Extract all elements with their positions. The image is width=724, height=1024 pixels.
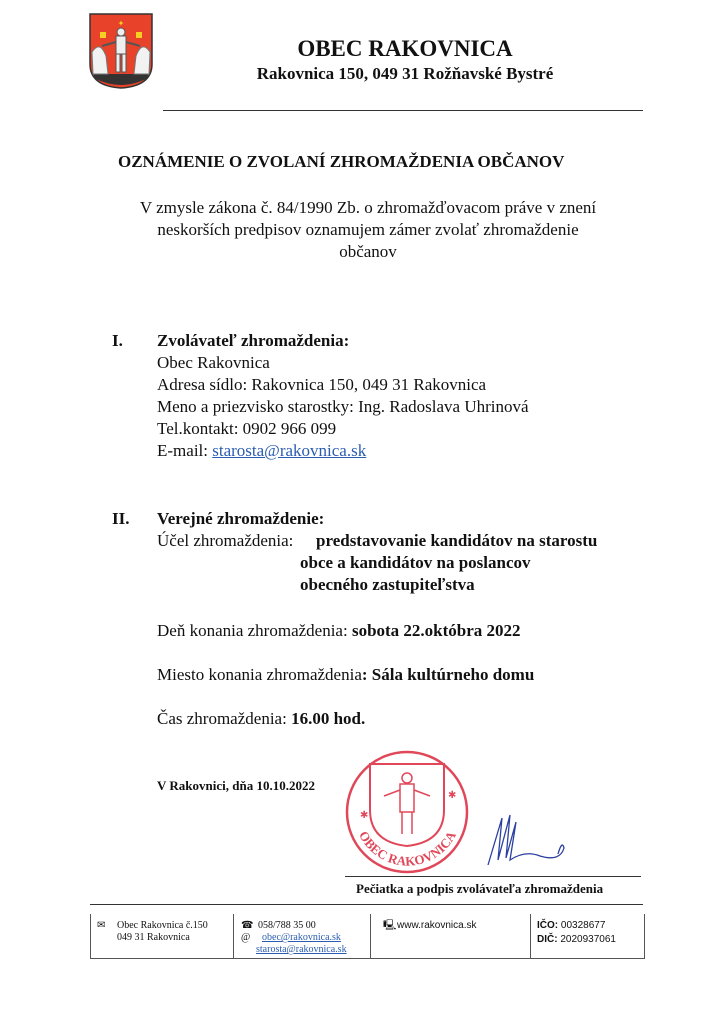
day-label: Deň konania zhromaždenia:	[157, 621, 352, 640]
footer-separator	[233, 914, 234, 958]
section-2-title: Verejné zhromaždenie:	[157, 509, 325, 528]
intro-line: neskorších predpisov oznamujem zámer zvolať zhromaždenie	[157, 220, 579, 239]
official-stamp	[340, 750, 475, 875]
footer-email-starosta[interactable]: starosta@rakovnica.sk	[256, 944, 347, 955]
footer-separator	[530, 914, 531, 958]
svg-text:OBEC RAKOVNICA	[356, 828, 459, 869]
meeting-time	[157, 708, 365, 730]
phone-icon: ☎	[241, 920, 254, 931]
stamp-text: OBEC RAKOVNICA	[356, 828, 459, 869]
purpose-label: Účel zhromaždenia:	[157, 531, 294, 550]
place-label: Miesto konania zhromaždenia	[157, 665, 362, 684]
svg-text:✦: ✦	[117, 19, 125, 28]
intro-line: V zmysle zákona č. 84/1990 Zb. o zhromažďovacom práve v znení	[139, 198, 597, 217]
section-1	[157, 330, 529, 462]
header-divider	[163, 110, 643, 111]
footer-web[interactable]: www.rakovnica.sk	[397, 920, 477, 931]
signature-caption: Pečiatka a podpis zvolávateľa zhromaždenia	[356, 881, 604, 896]
signature-line	[345, 876, 641, 877]
dic-label: DIČ:	[537, 934, 558, 945]
email-label: E-mail:	[157, 441, 213, 460]
dic-value: 2020937061	[557, 934, 616, 945]
notice-heading: OZNÁMENIE O ZVOLANÍ ZHROMAŽDENIA OBČANOV	[118, 152, 565, 171]
place-date: V Rakovnici, dňa 10.10.2022	[157, 778, 315, 793]
email-link[interactable]: starosta@rakovnica.sk	[212, 441, 367, 460]
signature	[480, 810, 570, 870]
purpose-line: obce a kandidátov na poslancov	[300, 553, 531, 572]
footer-address-line: 049 31 Rakovnica	[117, 932, 190, 943]
meeting-place	[157, 664, 534, 686]
svg-text:✱: ✱	[360, 810, 369, 821]
purpose-line: obecného zastupiteľstva	[300, 575, 475, 594]
footer-ico	[537, 920, 605, 932]
email-row	[157, 440, 529, 462]
organizer-address: Adresa sídlo: Rakovnica 150, 049 31 Rakovnica	[157, 375, 487, 394]
section-1-number: I.	[112, 331, 123, 350]
envelope-icon: ✉	[97, 920, 106, 931]
intro-line: občanov	[339, 242, 397, 261]
coat-of-arms-logo	[88, 12, 154, 90]
at-icon: @	[241, 932, 251, 943]
ico-value: 00328677	[558, 920, 606, 931]
time-value: 16.00 hod.	[291, 709, 366, 728]
footer-dic	[537, 934, 616, 946]
section-2-number: II.	[112, 509, 130, 528]
time-label: Čas zhromaždenia:	[157, 709, 292, 728]
footer-phone: 058/788 35 00	[258, 920, 316, 931]
meeting-day	[157, 620, 521, 642]
place-value: : Sála kultúrneho domu	[361, 665, 535, 684]
municipality-address: Rakovnica 150, 049 31 Rožňavské Bystré	[256, 64, 554, 83]
svg-text:✱: ✱	[448, 790, 457, 801]
computer-icon: 🖳	[383, 920, 397, 931]
mayor-name: Meno a priezvisko starostky: Ing. Radoslava Uhrinová	[157, 397, 529, 416]
section-1-title: Zvolávateľ zhromaždenia:	[157, 331, 350, 350]
organizer-name: Obec Rakovnica	[157, 353, 270, 372]
day-value: sobota 22.októbra 2022	[351, 621, 521, 640]
notice-intro	[60, 197, 676, 263]
footer-address-line: Obec Rakovnica č.150	[117, 920, 208, 931]
purpose-line: predstavovanie kandidátov na starostu	[316, 531, 598, 550]
municipality-title: OBEC RAKOVNICA	[297, 36, 513, 61]
phone-contact: Tel.kontakt: 0902 966 099	[157, 419, 337, 438]
footer-address	[117, 920, 208, 944]
footer-divider	[90, 904, 643, 905]
footer-email-obec[interactable]: obec@rakovnica.sk	[262, 932, 341, 943]
ico-label: IČO:	[537, 920, 559, 931]
footer-separator	[370, 914, 371, 958]
